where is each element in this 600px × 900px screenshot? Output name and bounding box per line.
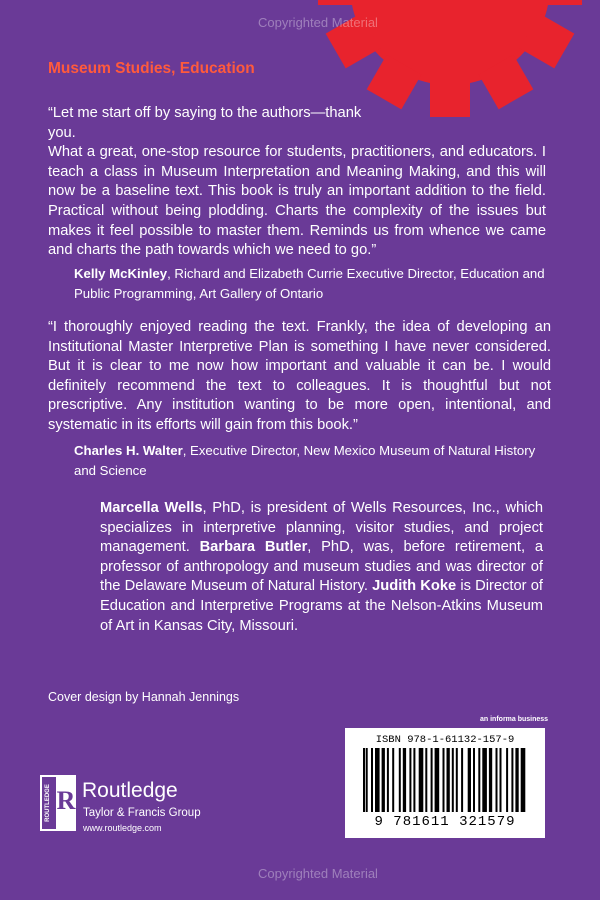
barcode-bar bbox=[392, 748, 394, 812]
quote-1 bbox=[48, 104, 546, 261]
publisher-url: www.routledge.com bbox=[83, 823, 162, 833]
barcode-bar bbox=[500, 748, 502, 812]
barcode-bar bbox=[403, 748, 406, 812]
author-bio-3: is Director of Education and Interpretive Programs at the Nelson-Atkins Museum of Art in Kansas City, Missouri. bbox=[100, 578, 543, 634]
barcode-bar bbox=[478, 748, 480, 812]
barcode-bar bbox=[409, 748, 411, 812]
attribution-2-title: , Executive Director, New Mexico Museum of Natural History and Science bbox=[74, 443, 536, 478]
quote-2: “I thoroughly enjoyed reading the text. Frankly, the idea of developing an Institutional Master Interpretive Plan is something I have never considered. But it is clear to me now how important and valuable it can be. I would definitely recommend the text to colleagues. It is thoughtful but not prescriptive. Any institution wanting to be more open, intentional, and systematic in its efforts will gain from this book.” bbox=[48, 319, 551, 433]
attribution-2 bbox=[74, 441, 554, 480]
barcode-bar bbox=[489, 748, 492, 812]
author-name-2: Barbara Butler bbox=[199, 539, 308, 556]
category-label: Museum Studies, Education bbox=[48, 60, 255, 77]
barcode-bar bbox=[468, 748, 471, 812]
attribution-1-title: , Richard and Elizabeth Currie Executive Director, Education and Public Programming, Art Gallery of Ontario bbox=[74, 266, 545, 301]
isbn-digits: 9 781611 321579 bbox=[374, 814, 516, 830]
barcode-bar bbox=[419, 748, 424, 812]
barcode-bar bbox=[452, 748, 454, 812]
author-bio bbox=[100, 499, 543, 636]
barcode-bar bbox=[387, 748, 389, 812]
publisher-name: Routledge bbox=[82, 779, 178, 802]
barcode-bar bbox=[382, 748, 385, 812]
barcode-bar bbox=[363, 748, 365, 812]
barcode-bar bbox=[366, 748, 368, 812]
author-bio-2: , PhD, was, before retirement, a professor of anthropology and museum studies and was director of the Delaware Museum of Natural History. bbox=[100, 539, 543, 595]
quote-1-first-line: “Let me start off by saying to the authors—thank you. bbox=[48, 105, 362, 141]
publisher-group: Taylor & Francis Group bbox=[83, 807, 201, 819]
barcode-bar bbox=[371, 748, 373, 812]
barcode-bar bbox=[515, 748, 518, 812]
barcode-bar bbox=[399, 748, 401, 812]
attribution-2-name: Charles H. Walter bbox=[74, 443, 183, 458]
isbn-label: ISBN 978-1-61132-157-9 bbox=[375, 734, 515, 746]
barcode-bar bbox=[496, 748, 498, 812]
watermark-top: Copyrighted Material bbox=[258, 15, 378, 30]
routledge-logo-text: ROUTLEDGE bbox=[45, 784, 51, 822]
barcode-bar bbox=[506, 748, 508, 812]
author-name-1: Marcella Wells bbox=[100, 500, 203, 516]
barcode-bar bbox=[461, 748, 463, 812]
isbn-barcode bbox=[345, 728, 545, 838]
attribution-1 bbox=[74, 264, 554, 303]
barcode-bar bbox=[431, 748, 433, 812]
svg-text:R: R bbox=[56, 786, 76, 815]
routledge-logo-icon bbox=[40, 775, 76, 831]
barcode-bar bbox=[511, 748, 513, 812]
quote-1-text: What a great, one-stop resource for students, practitioners, and educators. I teach a class in Museum Interpretation and Meaning Making, and this will now be a baseline text. This book is truly an important addition to the field. Practical without being plodding. Charts the complexity of the issues but makes it feel possible to master them. Reminds us from whence we came and charts the path towards which we need to go.” bbox=[48, 144, 546, 259]
barcode-bar bbox=[473, 748, 475, 812]
author-name-3: Judith Koke bbox=[372, 578, 457, 595]
informa-label: an informa business bbox=[480, 716, 549, 723]
barcode-bar bbox=[447, 748, 450, 812]
barcode-bar bbox=[482, 748, 487, 812]
barcode-bar bbox=[456, 748, 458, 812]
attribution-1-name: Kelly McKinley bbox=[74, 266, 168, 281]
author-bio-1: , PhD, is president of Wells Resources, Inc., which specializes in interpretive planning, visitor studies, and project management. bbox=[100, 500, 543, 556]
barcode-bar bbox=[425, 748, 427, 812]
barcode-bar bbox=[413, 748, 415, 812]
barcode-bar bbox=[521, 748, 526, 812]
barcode-bar bbox=[443, 748, 445, 812]
barcode-bar bbox=[435, 748, 440, 812]
barcode-bar bbox=[375, 748, 380, 812]
watermark-bottom: Copyrighted Material bbox=[258, 866, 378, 881]
barcode-bars bbox=[363, 748, 527, 812]
cover-design-credit: Cover design by Hannah Jennings bbox=[48, 690, 240, 704]
